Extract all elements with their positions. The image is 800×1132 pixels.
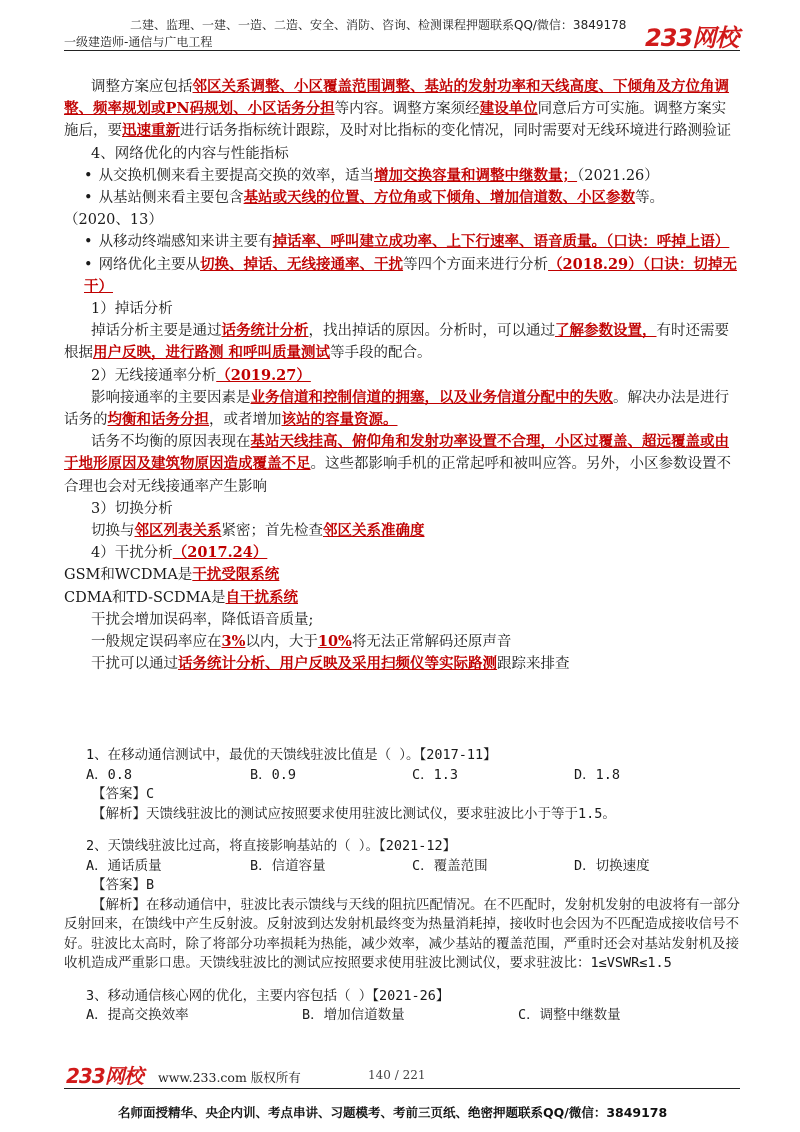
paragraph-handover	[64, 520, 740, 542]
question-1-stem: 1、在移动通信测试中，最优的天馈线驻波比值是（ ）。【2017-11】	[86, 747, 497, 763]
line-error-rate	[64, 631, 740, 653]
footer-promo-line: 名师面授精华、央企内训、考点串讲、习题模考、考前三页纸、绝密押题联系QQ/微信：3849178	[118, 1105, 668, 1120]
footer-url: www.233.com 版权所有	[158, 1070, 301, 1085]
question-1-answer: 【答案】C	[92, 786, 155, 802]
option: D．切换速度	[574, 857, 650, 874]
highlight: 10%	[317, 633, 352, 651]
highlight: 迅速重新	[122, 122, 180, 140]
bullet-four-aspects	[64, 254, 740, 298]
highlight: 干扰受限系统	[192, 566, 280, 584]
bullet-switch-side	[64, 165, 740, 187]
question-3-stem: 3、移动通信核心网的优化，主要内容包括（ ）【2021-26】	[86, 987, 450, 1004]
bullet-icon: •	[84, 190, 93, 207]
subheading-access-rate	[64, 365, 740, 387]
spacer	[86, 824, 740, 837]
questions-section	[64, 746, 740, 1026]
option: B．0.9	[250, 766, 297, 783]
text: 等内容。调整方案须经	[334, 101, 480, 118]
question-2-answer: 【答案】B	[92, 877, 155, 893]
text: 网络优化主要从	[98, 256, 201, 273]
main-content	[64, 76, 740, 675]
text: 以内，大于	[245, 634, 318, 651]
highlight: 3%	[221, 633, 246, 651]
text: 进行话务指标统计跟踪，及时对比指标的变化情况，同时需要对无线环境进行路测验证	[180, 123, 731, 140]
paragraph-adjustment-plan	[64, 76, 740, 143]
paragraph-access-rate	[64, 387, 740, 431]
year-tag: （2020、13）	[64, 212, 163, 229]
highlight: （2018.29）（口诀：切掉无干）	[84, 255, 737, 295]
option: A．提高交换效率	[86, 1007, 189, 1023]
option: C．1.3	[412, 766, 459, 783]
text: ，找出掉话的原因。分析时，可以通过	[308, 323, 555, 340]
text: 等四个方面来进行分析	[403, 256, 549, 273]
bullet-base-station-side	[64, 187, 740, 209]
highlight: 该站的容量资源。	[281, 411, 398, 429]
highlight: 切换、掉话、无线接通率、干扰	[200, 255, 404, 273]
text: 。这些都影响手机的正常起呼和被叫应答。另外，小区参数设置不合理也会对无线接通率产生影响	[64, 456, 731, 495]
text: 从交换机侧来看主要提高交换的效率，适当	[98, 167, 375, 184]
question-1-options	[86, 766, 740, 786]
text: 话务不均衡的原因表现在	[91, 434, 251, 451]
line-cdma-tdscdma	[64, 587, 740, 609]
question-3-options	[86, 1006, 740, 1026]
subheading-interference	[64, 542, 740, 564]
text: ，或者增加	[209, 412, 282, 429]
header-promo-line: 二建、监理、一建、一造、二造、安全、消防、咨询、检测课程押题联系QQ/微信：3849178	[130, 18, 627, 32]
option: B．信道容量	[250, 857, 326, 874]
highlight: 建设单位	[479, 100, 538, 118]
highlight: 话务统计分析	[221, 322, 309, 340]
footer-divider	[64, 1088, 740, 1089]
text: （2021.26）	[577, 167, 659, 184]
subheading-handover: 3）切换分析	[91, 500, 173, 517]
highlight: （2019.27）	[216, 366, 311, 384]
highlight: 话务统计分析、用户反映及采用扫频仪等实际路测	[178, 655, 497, 673]
highlight: 基站天线挂高、俯仰角和发射功率设置不合理，小区过覆盖、超远覆盖或由于地形原因及建筑物原因造成覆盖不足	[64, 433, 729, 473]
question-2-analysis: 【解析】在移动通信中，驻波比表示馈线与天线的阻抗匹配情况。在不匹配时，发射机发射的电波将有一部分反射回来，在馈线中产生反射波。反射波到达发射机最终变为热量消耗掉，接收时也会因为不匹配造成接收信号不好。驻波比太高时，除了将部分功率损耗为热能，减少效率，减少基站的覆盖范围，严重时还会对基站发射机及接收机造成严重影口患。天馈线驻波比的测试应按照要求使用驻波比测试仪，要求驻波比：1≤VSWR≤1.5	[64, 896, 740, 971]
option: B．增加信道数量	[302, 1007, 405, 1023]
bullet-terminal-side	[64, 231, 740, 253]
option: D．1.8	[574, 766, 621, 783]
line-interference-effect: 干扰会增加误码率，降低语音质量;	[91, 611, 314, 628]
question-1-analysis: 【解析】天馈线驻波比的测试应按照要求使用驻波比测试仪，要求驻波比小于等于1.5。	[92, 805, 616, 822]
text: 从移动终端感知来讲主要有	[98, 234, 273, 251]
text: GSM和WCDMA是	[64, 567, 193, 584]
paragraph-drop-call	[64, 320, 740, 364]
text: 从基站侧来看主要包含	[98, 190, 244, 207]
bullet-icon: •	[84, 234, 93, 251]
section-heading-4: 4、网络优化的内容与性能指标	[91, 145, 289, 162]
highlight: 了解参数设置，	[555, 322, 657, 340]
text: 跟踪来排查	[497, 656, 570, 673]
text: 一般规定误码率应在	[91, 634, 222, 651]
highlight: 掉话率、呼叫建立成功率、上下行速率、语音质量。（口诀：呼掉上语）	[272, 233, 730, 251]
text: 调整方案应包括	[91, 79, 193, 95]
option: A．通话质量	[86, 857, 162, 874]
header-logo: 233网校	[645, 24, 739, 52]
line-interference-troubleshoot	[64, 653, 740, 675]
text: 干扰可以通过	[91, 656, 178, 673]
bullet-icon: •	[84, 167, 93, 184]
subheading-drop-call: 1）掉话分析	[91, 301, 173, 318]
question-2-options	[86, 857, 740, 877]
footer-logo: 233网校	[66, 1064, 143, 1088]
option: C．覆盖范围	[412, 857, 488, 874]
highlight: 用户反映，进行路测 和呼叫质量测试	[93, 344, 331, 362]
option: C．调整中继数量	[518, 1007, 621, 1023]
paragraph-traffic-imbalance	[64, 431, 740, 498]
option: A．0.8	[86, 766, 133, 783]
text: 将无法正常解码还原声音	[351, 634, 512, 651]
page-header	[0, 0, 800, 56]
text: 有时还需要根据	[64, 323, 729, 362]
question-2-stem: 2、天馈线驻波比过高，将直接影响基站的（ ）。【2021-12】	[86, 838, 457, 854]
line-gsm-wcdma	[64, 564, 740, 586]
text: 影响接通率的主要因素是	[91, 389, 251, 406]
highlight: 邻区关系调整、小区覆盖范围调整、基站的发射功率和天线高度、下倾角及方位角调整、频率规划或PN码规划、小区话务分担	[64, 78, 729, 118]
text: 2）无线接通率分析	[91, 367, 217, 384]
text: 4）干扰分析	[91, 545, 173, 562]
text: 同意后方可实施。调整方案实施后，要	[64, 101, 727, 140]
highlight: （2017.24）	[172, 544, 268, 562]
text: 紧密；首先检查	[221, 523, 323, 540]
highlight: 邻区列表关系	[134, 522, 222, 540]
text: 等。	[635, 190, 665, 207]
highlight: 业务信道和控制信道的拥塞，以及业务信道分配中的失败	[250, 388, 613, 406]
bullet-icon: •	[84, 256, 93, 273]
highlight: 均衡和话务分担	[107, 411, 209, 429]
highlight: 基站或天线的位置、方位角或下倾角、增加信道数、小区参数	[243, 189, 636, 207]
highlight: 邻区关系准确度	[323, 522, 425, 540]
text: 等手段的配合。	[330, 345, 432, 362]
text: 掉话分析主要是通过	[91, 323, 222, 340]
text: 。解决办法是进行话务的	[64, 389, 729, 429]
highlight: 自干扰系统	[225, 588, 298, 606]
header-subtitle: 一级建造师-通信与广电工程	[64, 35, 213, 49]
header-divider	[64, 50, 740, 51]
highlight: 增加交换容量和调整中继数量；	[374, 166, 578, 184]
page-number: 140 / 221	[368, 1068, 426, 1082]
spacer	[86, 974, 740, 987]
text: CDMA和TD-SCDMA是	[64, 589, 226, 606]
text: 切换与	[91, 523, 135, 540]
